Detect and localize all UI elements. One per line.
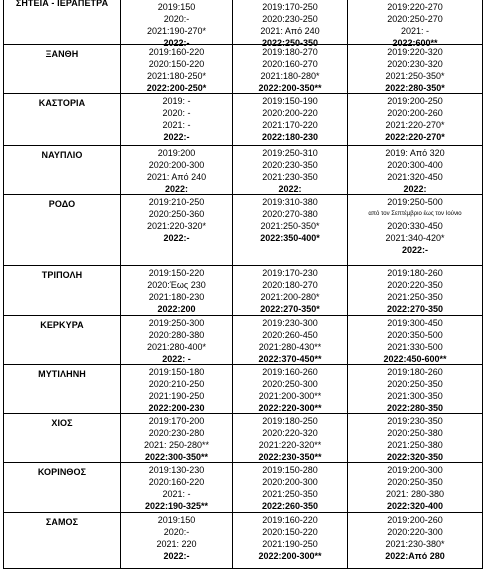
price-line: 2022:200-250* (146, 83, 207, 93)
price-line: 2022:200 (157, 304, 196, 314)
price-cell (347, 463, 483, 512)
table-row (3, 414, 483, 463)
price-line: 2022:220-300** (258, 403, 322, 413)
price-line: 2019:130-230 (148, 465, 205, 475)
city-name: ΞΑΝΘΗ (3, 45, 120, 93)
price-line: 2021:250-350 (387, 292, 443, 302)
price-line: 2021:200-280* (260, 292, 320, 302)
price-cell (232, 0, 347, 48)
price-line: 2021:320-450 (387, 172, 443, 182)
price-line: 2020:250-300 (262, 379, 318, 389)
city-name: ΚΕΡΚΥΡΑ (3, 316, 120, 364)
price-line: 2022: (403, 184, 427, 194)
price-line: 2020:150-220 (148, 59, 205, 69)
table-row (3, 195, 483, 266)
price-line: 2020:250-270 (387, 14, 443, 24)
price-line: 2022:- (163, 132, 190, 142)
price-line: 2020:160-220 (148, 477, 205, 487)
price-cell (232, 45, 347, 93)
price-line: 2021:180-250* (146, 71, 207, 81)
price-line: 2019:250-310 (262, 148, 318, 158)
price-line: 2021:190-250 (262, 539, 318, 549)
price-line: 2022:350-400* (260, 233, 320, 243)
price-cell (120, 513, 232, 568)
price-line: 2019:210-250 (148, 197, 205, 207)
price-line: 2021:190-270* (146, 26, 207, 36)
price-line: 2019:150 (157, 515, 196, 525)
price-line: 2021:300-350 (387, 391, 443, 401)
price-cell (232, 513, 347, 568)
price-line: 2019:200-300 (387, 465, 443, 475)
price-line: 2019:180-250 (262, 416, 318, 426)
table-row (3, 146, 483, 195)
price-cell (347, 316, 483, 364)
table-row (3, 266, 483, 316)
price-line: 2021:180-230 (148, 292, 205, 302)
price-line: 2019:200-250 (387, 96, 443, 106)
price-line: 2020:250-360 (148, 209, 205, 219)
city-name: ΣΗΤΕΙΑ - ΙΕΡΑΠΕΤΡΑ (3, 0, 120, 44)
price-line: 2020:230-280 (148, 428, 205, 438)
price-line: 2022:190-325** (144, 501, 209, 511)
city-name: ΤΡΙΠΟΛΗ (3, 266, 120, 315)
price-line: 2019:200-260 (387, 515, 443, 525)
price-line: 2020:330-450 (387, 221, 443, 231)
price-cell (120, 463, 232, 512)
price-line: 2020:250-350 (387, 379, 443, 389)
price-line: 2020:230-250 (262, 14, 318, 24)
price-line: 2020:270-380 (262, 209, 318, 219)
price-line: 2021:220-320* (146, 221, 207, 231)
price-cell (347, 195, 483, 265)
price-line: 2022:180-230 (261, 132, 319, 142)
price-line: 2020:350-500 (387, 330, 443, 340)
price-line: 2021:230-380* (385, 539, 445, 549)
price-cell (120, 414, 232, 462)
price-line: 2022:600** (392, 38, 438, 48)
price-line: 2022:260-350 (261, 501, 319, 511)
price-line: 2021:330-500 (387, 342, 443, 352)
price-line: 2020:200-300 (148, 160, 205, 170)
price-line: 2019:220-270 (387, 2, 443, 12)
price-line: 2021: - (162, 120, 191, 130)
price-line: 2022: (278, 184, 302, 194)
price-line: 2021:250-350 (262, 489, 318, 499)
price-line: 2021: 220 (156, 539, 197, 549)
price-line: 2022:280-350 (386, 403, 444, 413)
price-cell (232, 463, 347, 512)
price-cell (232, 365, 347, 413)
price-cell (120, 0, 232, 48)
price-cell (347, 0, 483, 48)
price-line: 2021: - (400, 26, 430, 36)
price-line: 2019:220-320 (387, 47, 443, 57)
price-line: 2022:Από 280 (385, 551, 445, 561)
price-line: 2019:160-220 (148, 47, 205, 57)
price-cell (347, 45, 483, 93)
price-line: 2019:230-300 (262, 318, 318, 328)
price-cell (120, 146, 232, 194)
price-line: 2019:300-450 (387, 318, 443, 328)
price-line: 2019:150-190 (262, 96, 318, 106)
price-line: 2019:230-350 (387, 416, 443, 426)
price-line: 2021:250-380 (387, 440, 443, 450)
price-line: 2020:220-320 (262, 428, 318, 438)
city-name: ΚΟΡΙΝΘΟΣ (3, 463, 120, 512)
price-line: 2019:310-380 (262, 197, 318, 207)
city-name: ΧΙΟΣ (3, 414, 120, 462)
price-line: 2021: 280-380 (385, 489, 445, 499)
price-cell (347, 266, 483, 315)
table-row (3, 316, 483, 365)
price-line: 2022:200-230 (148, 403, 205, 413)
price-line: 2019:160-260 (262, 367, 318, 377)
price-line: 2019:150-280 (262, 465, 318, 475)
price-line: 2019:250-300 (148, 318, 205, 328)
table-row (3, 94, 483, 146)
price-line: 2020:150-220 (262, 527, 318, 537)
price-line: 2019: - (162, 96, 191, 106)
price-cell (347, 365, 483, 413)
price-line: 2020:230-320 (387, 59, 443, 69)
price-line: 2021:190-250 (148, 391, 205, 401)
city-name: ΡΟΔΟ (3, 195, 120, 265)
price-line: 2019:170-250 (262, 2, 318, 12)
price-line: 2019:180-270 (262, 47, 318, 57)
price-cell (120, 266, 232, 315)
price-line: 2021:170-220 (262, 120, 318, 130)
price-line: 2020:200-300 (262, 477, 318, 487)
price-line: 2021:220-320** (258, 440, 322, 450)
price-line: 2019:180-260 (387, 268, 443, 278)
price-cell (232, 316, 347, 364)
price-line: 2020:160-270 (262, 59, 318, 69)
price-line: 2022: - (162, 354, 191, 364)
price-line: 2021:280-430** (258, 342, 322, 352)
price-line: 2020:- (163, 14, 190, 24)
price-line: 2020:220-350 (387, 280, 443, 290)
price-line: 2020:230-350 (262, 160, 318, 170)
price-line: 2020:- (163, 527, 190, 537)
price-line: 2019:160-220 (262, 515, 318, 525)
price-line: 2021:250-350* (385, 71, 445, 81)
price-cell (120, 365, 232, 413)
price-line: 2022:450-600** (383, 354, 447, 364)
price-line: από τον Σεπτέμβριο έως τον Ιούνιο (368, 211, 462, 217)
price-line: 2019:150-220 (148, 268, 205, 278)
price-line: 2020:260-450 (262, 330, 318, 340)
price-cell (347, 94, 483, 145)
price-line: 2022:- (401, 245, 428, 255)
price-line: 2022:300-350** (144, 452, 209, 462)
price-line: 2022:320-400 (386, 501, 444, 511)
price-line: 2020:220-300 (387, 527, 443, 537)
price-line: 2019: Από 320 (385, 148, 445, 158)
price-line: 2022:320-350 (386, 452, 444, 462)
price-line: 2022:- (163, 551, 190, 561)
price-cell (232, 94, 347, 145)
price-line: 2022:- (163, 38, 190, 48)
table-row (3, 0, 483, 48)
price-line: 2021:200-300** (258, 391, 322, 401)
price-line: 2022: (164, 184, 189, 194)
price-line: 2022:370-450** (258, 354, 322, 364)
price-line: 2019:150 (157, 2, 196, 12)
price-line: 2019:170-230 (262, 268, 318, 278)
price-line: 2020:250-380 (387, 428, 443, 438)
price-cell (120, 94, 232, 145)
price-line: 2020:300-400 (387, 160, 443, 170)
price-line: 2020:210-250 (148, 379, 205, 389)
price-line: 2022:- (163, 233, 190, 243)
price-line: 2019:150-180 (148, 367, 205, 377)
price-line: 2020:200-260 (387, 108, 443, 118)
price-line: 2022:270-350* (260, 304, 320, 314)
table-row (3, 45, 483, 94)
price-line: 2021:220-270* (385, 120, 445, 130)
price-line: 2019:200 (157, 148, 196, 158)
price-cell (120, 195, 232, 265)
price-line: 2019:170-200 (148, 416, 205, 426)
city-name: ΚΑΣΤΟΡΙΑ (3, 94, 120, 145)
price-line: 2021: Από 240 (146, 172, 207, 182)
price-line: 2022:200-300** (258, 551, 322, 561)
price-line: 2021:230-350 (262, 172, 318, 182)
price-line: 2020: - (162, 108, 191, 118)
price-line: 2020:Έως 230 (147, 280, 206, 290)
price-cell (232, 195, 347, 265)
price-line: 2021:250-350* (260, 221, 320, 231)
city-name: ΣΑΜΟΣ (3, 513, 120, 568)
price-line: 2022:250-350 (261, 38, 319, 48)
price-cell (232, 146, 347, 194)
price-cell (347, 414, 483, 462)
price-line: 2021:180-280* (260, 71, 320, 81)
price-line: 2020:280-380 (148, 330, 205, 340)
table-row (3, 513, 483, 569)
price-line: 2021: 250-280** (143, 440, 210, 450)
price-line: 2022:280-350* (385, 83, 445, 93)
price-line: 2020:250-350 (387, 477, 443, 487)
city-name: ΜΥΤΙΛΗΝΗ (3, 365, 120, 413)
price-line: 2020:200-220 (262, 108, 318, 118)
price-cell (347, 146, 483, 194)
price-line: 2022:220-270* (385, 132, 445, 142)
price-line: 2022:270-350 (386, 304, 444, 314)
price-line: 2021: - (162, 489, 191, 499)
price-line: 2022:200-350** (258, 83, 322, 93)
price-cell (120, 316, 232, 364)
price-cell (232, 414, 347, 462)
price-table (3, 0, 483, 569)
table-row (3, 365, 483, 414)
price-line: 2019:180-260 (387, 367, 443, 377)
price-line: 2021:340-420* (385, 233, 445, 243)
city-name: ΝΑΥΠΛΙΟ (3, 146, 120, 194)
table-row (3, 463, 483, 513)
price-line: 2019:250-500 (387, 197, 443, 207)
price-cell (232, 266, 347, 315)
price-line: 2021: Από 240 (260, 26, 320, 36)
price-line: 2022:230-350** (258, 452, 322, 462)
price-line: 2020:180-270 (262, 280, 318, 290)
price-cell (347, 513, 483, 568)
price-line: 2021:280-400* (146, 342, 207, 352)
price-cell (120, 45, 232, 93)
